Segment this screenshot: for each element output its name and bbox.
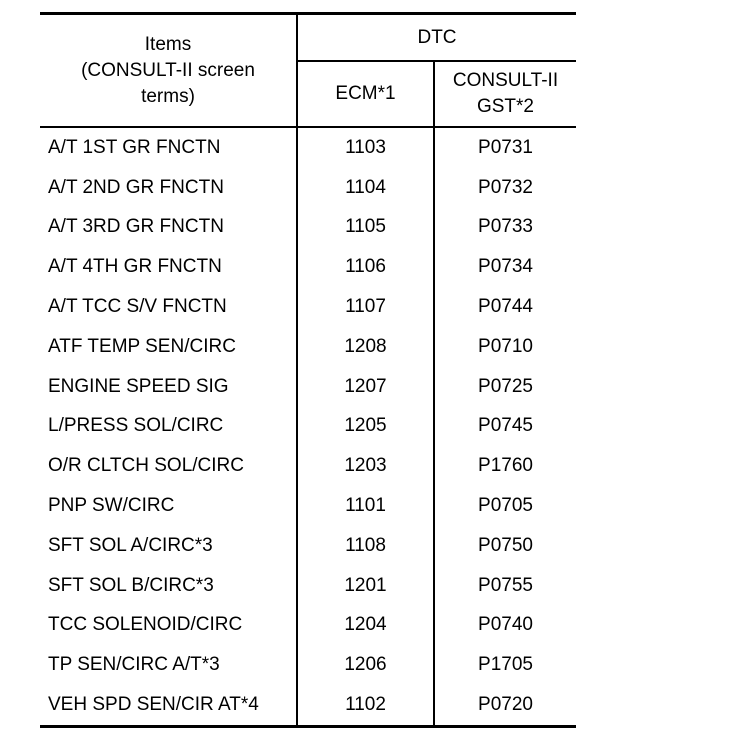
- ecm-code-cell: 1207: [297, 367, 434, 407]
- ecm-code-cell: 1206: [297, 645, 434, 685]
- items-column-header: [40, 14, 297, 128]
- ecm-code-cell: 1201: [297, 566, 434, 606]
- gst-code-cell: P0745: [478, 415, 533, 437]
- ecm-code-cell: 1204: [297, 606, 434, 646]
- gst-code-cell: P0731: [478, 136, 533, 158]
- item-cell: L/PRESS SOL/CIRC: [40, 407, 297, 447]
- table-row: [40, 327, 576, 367]
- gst-code-cell: P0732: [478, 176, 533, 198]
- items-header-line: terms): [141, 85, 195, 107]
- ecm-code-cell: 1107: [297, 287, 434, 327]
- gst-code-cell: P0733: [478, 216, 533, 238]
- gst-code-cell: P0755: [478, 574, 533, 596]
- gst-code-cell: P0710: [478, 335, 533, 357]
- table-header: [40, 14, 576, 128]
- table-row: [40, 526, 576, 566]
- item-cell: VEH SPD SEN/CIR AT*4: [40, 685, 297, 726]
- gst-code-cell: P0744: [478, 296, 533, 318]
- item-cell: ENGINE SPEED SIG: [40, 367, 297, 407]
- items-header-line: (CONSULT-II screen: [81, 59, 255, 81]
- gst-code-cell: P0750: [478, 534, 533, 556]
- table-row: [40, 645, 576, 685]
- gst-code-cell: P1760: [478, 455, 533, 477]
- gst-column-header: [434, 61, 576, 127]
- table-row: [40, 367, 576, 407]
- gst-header-line: CONSULT-II: [452, 70, 559, 91]
- table-row: [40, 486, 576, 526]
- item-cell: O/R CLTCH SOL/CIRC: [40, 446, 297, 486]
- gst-code-cell: P0705: [478, 495, 533, 517]
- table-row: [40, 566, 576, 606]
- item-cell: TCC SOLENOID/CIRC: [40, 606, 297, 646]
- item-cell: A/T 2ND GR FNCTN: [40, 168, 297, 208]
- gst-code-cell: P1705: [478, 654, 533, 676]
- ecm-code-cell: 1104: [297, 168, 434, 208]
- item-cell: A/T 1ST GR FNCTN: [40, 127, 297, 168]
- ecm-code-cell: 1203: [297, 446, 434, 486]
- table-row: [40, 685, 576, 726]
- item-cell: A/T 3RD GR FNCTN: [40, 208, 297, 248]
- ecm-code-cell: 1208: [297, 327, 434, 367]
- ecm-code-cell: 1102: [297, 685, 434, 726]
- ecm-code-cell: 1103: [297, 127, 434, 168]
- table-row: [40, 287, 576, 327]
- ecm-code-cell: 1105: [297, 208, 434, 248]
- item-cell: SFT SOL A/CIRC*3: [40, 526, 297, 566]
- gst-header-line: GST*2: [476, 96, 535, 117]
- item-cell: A/T TCC S/V FNCTN: [40, 287, 297, 327]
- ecm-code-cell: 1108: [297, 526, 434, 566]
- table-row: [40, 606, 576, 646]
- table-row: [40, 247, 576, 287]
- item-cell: PNP SW/CIRC: [40, 486, 297, 526]
- gst-code-cell: P0734: [478, 256, 533, 278]
- gst-code-cell: P0725: [478, 375, 533, 397]
- gst-code-cell: P0740: [478, 614, 533, 636]
- items-header-line: Items: [144, 33, 192, 55]
- table-row: [40, 446, 576, 486]
- table-body: [40, 127, 576, 727]
- table-row: [40, 168, 576, 208]
- ecm-code-cell: 1101: [297, 486, 434, 526]
- table-row: [40, 127, 576, 168]
- item-cell: SFT SOL B/CIRC*3: [40, 566, 297, 606]
- dtc-table: [40, 12, 576, 728]
- table-row: [40, 407, 576, 447]
- item-cell: ATF TEMP SEN/CIRC: [40, 327, 297, 367]
- gst-code-cell: P0720: [434, 685, 576, 726]
- ecm-code-cell: 1106: [297, 247, 434, 287]
- dtc-group-header: DTC: [297, 14, 576, 62]
- ecm-column-header: ECM*1: [297, 61, 434, 127]
- item-cell: A/T 4TH GR FNCTN: [40, 247, 297, 287]
- ecm-code-cell: 1205: [297, 407, 434, 447]
- item-cell: TP SEN/CIRC A/T*3: [40, 645, 297, 685]
- table-row: [40, 208, 576, 248]
